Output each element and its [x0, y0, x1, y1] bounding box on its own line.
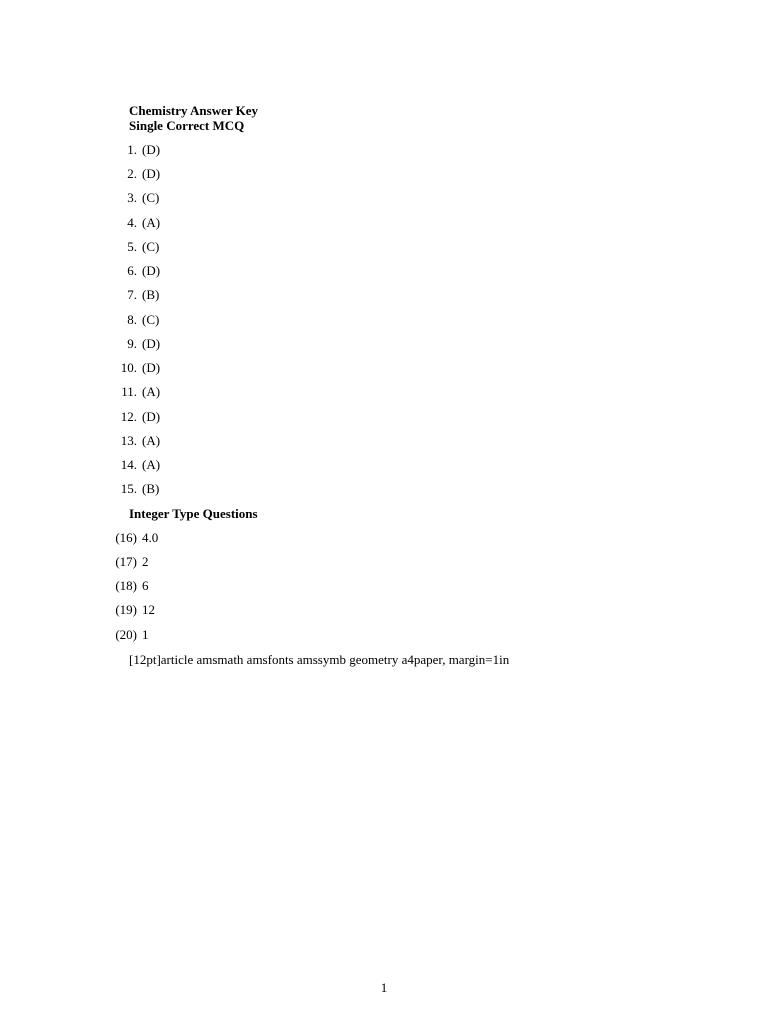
answer-value: (C) [142, 239, 160, 254]
preamble-text: [12pt]article amsmath amsfonts amssymb geometry a4paper, margin=1in [129, 652, 510, 667]
list-item [100, 215, 137, 231]
question-number: (19) [115, 602, 137, 617]
answer-value: 4.0 [142, 530, 159, 545]
list-item [100, 554, 137, 570]
question-number: 7. [127, 287, 137, 302]
list-item [100, 384, 137, 400]
list-item [100, 530, 137, 546]
list-item [100, 627, 137, 643]
question-number: 3. [127, 190, 137, 205]
list-item [100, 142, 137, 158]
page-number: 1 [380, 980, 388, 995]
question-number: 13. [120, 433, 137, 448]
answer-value: (B) [142, 481, 160, 496]
question-number: 6. [127, 263, 137, 278]
answer-value: 1 [142, 627, 149, 642]
section-heading-mcq: Single Correct MCQ [129, 118, 245, 133]
list-item [100, 602, 137, 618]
answer-value: (C) [142, 312, 160, 327]
question-number: 15. [120, 481, 137, 496]
question-number: 12. [120, 409, 137, 424]
question-number: 11. [121, 384, 137, 399]
question-number: 10. [120, 360, 137, 375]
question-number: (20) [115, 627, 137, 642]
list-item [100, 360, 137, 376]
list-item [100, 578, 137, 594]
list-item [100, 287, 137, 303]
list-item [100, 239, 137, 255]
question-number: 1. [127, 142, 137, 157]
list-item [100, 457, 137, 473]
question-number: 14. [120, 457, 137, 472]
answer-value: (A) [142, 384, 161, 399]
answer-value: (A) [142, 457, 161, 472]
answer-value: (D) [142, 360, 161, 375]
answer-value: (C) [142, 190, 160, 205]
document-title: Chemistry Answer Key [129, 103, 259, 118]
list-item [100, 263, 137, 279]
answer-value: (B) [142, 287, 160, 302]
question-number: (17) [115, 554, 137, 569]
question-number: 2. [127, 166, 137, 181]
answer-value: (D) [142, 142, 161, 157]
answer-value: (A) [142, 433, 161, 448]
answer-value: 12 [142, 602, 155, 617]
question-number: 5. [127, 239, 137, 254]
list-item [100, 481, 137, 497]
question-number: (18) [115, 578, 137, 593]
answer-value: (D) [142, 336, 161, 351]
list-item [100, 166, 137, 182]
question-number: 9. [127, 336, 137, 351]
section-heading-integer: Integer Type Questions [129, 506, 258, 521]
question-number: 8. [127, 312, 137, 327]
list-item [100, 409, 137, 425]
question-number: (16) [115, 530, 137, 545]
answer-value: (D) [142, 263, 161, 278]
answer-value: (D) [142, 409, 161, 424]
list-item [100, 190, 137, 206]
answer-value: 2 [142, 554, 149, 569]
answer-value: 6 [142, 578, 149, 593]
question-number: 4. [127, 215, 137, 230]
list-item [100, 433, 137, 449]
answer-value: (D) [142, 166, 161, 181]
answer-value: (A) [142, 215, 161, 230]
list-item [100, 312, 137, 328]
list-item [100, 336, 137, 352]
